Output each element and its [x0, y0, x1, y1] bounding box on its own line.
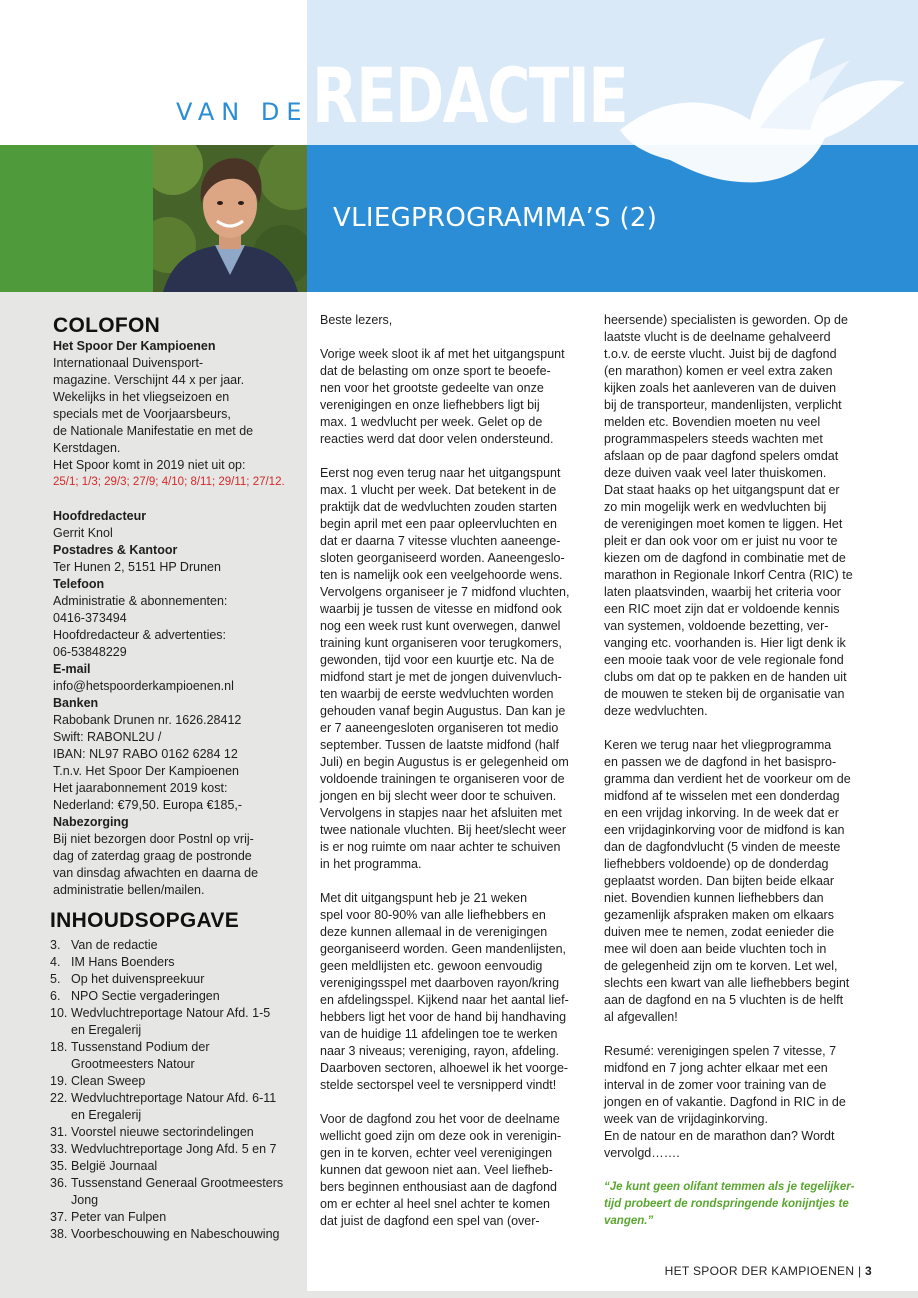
colofon-heading: COLOFON — [53, 314, 161, 337]
paragraph-gap — [320, 448, 592, 465]
article-column-2-text — [604, 312, 884, 1162]
article-text-line: heersende) specialisten is geworden. Op de — [604, 313, 848, 327]
toc-title: en Eregalerij — [71, 1023, 142, 1037]
skip-dates: 25/1; 1/3; 29/3; 27/9; 4/10; 8/11; 29/11; 27/12. — [53, 476, 285, 488]
toc-item — [50, 1226, 303, 1243]
article-text-line: Vervolgens organiseer je 7 midfond vluchten, — [320, 585, 570, 599]
toc-item — [50, 971, 303, 988]
toc-title: Jong — [71, 1193, 99, 1207]
article-text-line: spel voor 80-90% van alle liefhebbers en — [320, 908, 546, 922]
article-text-line: niet. Bovendien kunnen liefhebbers dan — [604, 891, 824, 905]
toc-item — [50, 1056, 303, 1073]
article-text-line: pleit er dan ook voor om er juist nu voor te — [604, 534, 838, 548]
article-text-line: programmaspelers steeds wachten met — [604, 432, 823, 446]
article-text-line: september. Tussen de laatste midfond (half — [320, 738, 560, 752]
toc-item — [50, 1141, 303, 1158]
telefoon-lines — [53, 593, 303, 661]
article-text-line: gehouden vanaf begin Augustus. Dan kan je — [320, 704, 566, 718]
article-text-line: verenigingsspel met daarboven rayon/kring — [320, 976, 560, 990]
article-text-line: max. 1 wedvlucht per week. Gelet op de — [320, 415, 543, 429]
article-text-line: deze kunnen allemaal in de verenigingen — [320, 925, 548, 939]
toc-item — [50, 1090, 303, 1107]
article-text-line: liefhebbers voldoende) op de donderdag — [604, 857, 829, 871]
banken-line: IBAN: NL97 RABO 0162 6284 12 — [53, 747, 238, 761]
article-text-line: gen in te korven, echter veel verenigingen — [320, 1146, 553, 1160]
article-column-2 — [604, 312, 884, 1230]
article-text-line: en een vrijdag inkorving. In de week dat er — [604, 806, 839, 820]
banken-lines — [53, 712, 303, 814]
article-text-line: geen meldlijsten etc. gewoon eenvoudig — [320, 959, 543, 973]
article-text-line: twee nationale vluchten. Bij heet/slecht weer — [320, 823, 566, 837]
colofon-intro-line: Wekelijks in het vliegseizoen en — [53, 390, 230, 404]
telefoon-line: Hoofdredacteur & advertenties: — [53, 628, 227, 642]
article-text-line: Daarboven sectoren, alhoewel ik het voorge- — [320, 1061, 569, 1075]
article-text-line: waarbij je tussen de vitesse en midfond ook — [320, 602, 562, 616]
publisher-name: Het Spoor Der Kampioenen — [53, 339, 216, 353]
article-text-line: clubs om dat op te pakken en de handen uit — [604, 670, 847, 684]
toc-item — [50, 1158, 303, 1175]
article-text-line: Eerst nog even terug naar het uitgangspunt — [320, 466, 561, 480]
article-text-line: gramma dan verdient het de voorkeur om de — [604, 772, 851, 786]
paragraph-gap — [604, 720, 884, 737]
colofon-intro-line: magazine. Verschijnt 44 x per jaar. — [53, 373, 245, 387]
paragraph-gap — [604, 1026, 884, 1043]
toc-page-number: 5. — [50, 972, 61, 986]
toc-title: België Journaal — [71, 1159, 158, 1173]
email-link[interactable]: info@hetspoorderkampioenen.nl — [53, 679, 234, 693]
article-text-line: Vervolgens in stapjes naar het afsluiten met — [320, 806, 562, 820]
nabezorging-line: van dinsdag afwachten en daarna de — [53, 866, 259, 880]
article-text-line: naar 3 niveaus; vereniging, rayon, afdeling. — [320, 1044, 560, 1058]
toc-page-number: 31. — [50, 1125, 68, 1139]
bottom-strip — [0, 1291, 918, 1298]
article-text-line: dat de belasting om onze sport te beoefe- — [320, 364, 551, 378]
hoofdredacteur-label: Hoofdredacteur — [53, 509, 147, 523]
toc-item — [50, 1192, 303, 1209]
article-text-line: praktijk dat de wedvluchten zouden starten — [320, 500, 557, 514]
article-text-line: jongen en bij slecht weer door te schuiven. — [320, 789, 557, 803]
article-text-line: Met dit uitgangspunt heb je 21 weken — [320, 891, 528, 905]
banken-line: Rabobank Drunen nr. 1626.28412 — [53, 713, 242, 727]
toc-item — [50, 954, 303, 971]
toc-page-number — [50, 1192, 71, 1209]
toc-title: en Eregalerij — [71, 1108, 142, 1122]
toc-heading: INHOUDSOPGAVE — [50, 909, 240, 932]
telefoon-line: Administratie & abonnementen: — [53, 594, 228, 608]
dove-illustration — [610, 20, 910, 195]
article-text-line: voldoende trainingen te organiseren voor de — [320, 772, 565, 786]
nabezorging-line: Bij niet bezorgen door Postnl op vrij- — [53, 832, 254, 846]
article-text-line: gezamenlijk afspraken maken om elkaars — [604, 908, 834, 922]
toc-page-number: 37. — [50, 1210, 68, 1224]
nabezorging-line: administratie bellen/mailen. — [53, 883, 205, 897]
postadres-value: Ter Hunen 2, 5151 HP Drunen — [53, 560, 221, 574]
article-text-line: is er nog ruimte om naar achter te schuiven — [320, 840, 561, 854]
article-text-line: kiezen om de dagfond in combinatie met de — [604, 551, 846, 565]
article-text-line: vanging etc. voorhanden is. Hier ligt denk ik — [604, 636, 846, 650]
article-text-line: een RIC moet zijn dat er voldoende kennis — [604, 602, 840, 616]
article-text-line: Beste lezers, — [320, 313, 393, 327]
article-text-line: En de natour en de marathon dan? Wordt — [604, 1129, 835, 1143]
toc-title: Wedvluchtreportage Jong Afd. 5 en 7 — [71, 1142, 277, 1156]
article-text-line: Dat staat haaks op het uitgangspunt dat er — [604, 483, 840, 497]
toc-title: Wedvluchtreportage Natour Afd. 6-11 — [71, 1091, 277, 1105]
article-text-line: zo min mogelijk werk en wedvluchten bij — [604, 500, 827, 514]
article-text-line: t.o.v. de eerste vlucht. Juist bij de dagfond — [604, 347, 837, 361]
toc-item — [50, 1209, 303, 1226]
article-text-line: van de huidige 11 afdelingen toe te werken — [320, 1027, 558, 1041]
spacer — [604, 1162, 884, 1179]
quote-line: “Je kunt geen olifant temmen als je tegelijker- — [604, 1181, 855, 1193]
article-text-line: gewonden, tijd voor een kuurtje etc. Na de — [320, 653, 555, 667]
article-text-line: laatste vlucht is de deelname gehalveerd — [604, 330, 831, 344]
article-text-line: van systemen, voldoende bezetting, ver- — [604, 619, 829, 633]
quote-line: vangen.” — [604, 1215, 654, 1227]
colofon-intro-line: Internationaal Duivensport- — [53, 356, 204, 370]
sidebar — [0, 292, 307, 1298]
table-of-contents — [50, 937, 303, 1243]
article-text-line: laten plaatsvinden, waarbij het criteria voor — [604, 585, 841, 599]
toc-title: Van de redactie — [71, 938, 158, 952]
article-text-line: om er echter al heel snel achter te komen — [320, 1197, 550, 1211]
article-text-line: ten is namelijk ook een veelgehoorde wens. — [320, 568, 563, 582]
article-text-line: stelde sectorspel veel te versnipperd vindt! — [320, 1078, 557, 1092]
toc-page-number: 18. — [50, 1040, 68, 1054]
toc-title: Grootmeesters Natour — [71, 1057, 195, 1071]
spacer — [53, 491, 303, 508]
article-text-line: begin april met een paar opleervluchten en — [320, 517, 557, 531]
paragraph-gap — [320, 1094, 592, 1111]
nabezorging-line: dag of zaterdag graag de postronde — [53, 849, 252, 863]
article-text-line: de verenigingen moet komen te liggen. Het — [604, 517, 843, 531]
toc-page-number: 38. — [50, 1227, 68, 1241]
email-label: E-mail — [53, 662, 91, 676]
article-text-line: al afgevallen! — [604, 1010, 678, 1024]
pull-quote — [604, 1179, 884, 1230]
toc-item — [50, 1022, 303, 1039]
article-text-line: de mouwen te steken bij de organisatie van — [604, 687, 845, 701]
section-title: REDACTIE — [312, 51, 628, 140]
article-text-line: melden etc. Bovendien moeten nu veel — [604, 415, 821, 429]
toc-page-number: 33. — [50, 1142, 68, 1156]
article-text-line: max. 1 vlucht per week. Dat betekent in de — [320, 483, 557, 497]
article-column-1 — [320, 312, 592, 1230]
toc-page-number: 6. — [50, 989, 61, 1003]
article-text-line: afslaan op de paar dagfond spelers omdat — [604, 449, 839, 463]
colofon-intro — [53, 355, 303, 474]
page-number: 3 — [865, 1264, 872, 1278]
article-text-line: de gelegenheid zijn om te korven. Let wel, — [604, 959, 838, 973]
article-text-line: in het programma. — [320, 857, 422, 871]
editor-portrait — [153, 145, 307, 292]
telefoon-label: Telefoon — [53, 577, 105, 591]
article-text-line: bers beginnen enthousiast aan de dagfond — [320, 1180, 557, 1194]
article-text-line: en passen we de dagfond in het basispro- — [604, 755, 837, 769]
article-text-line: midfond en 7 jong achter elkaar met een — [604, 1061, 828, 1075]
banken-line: Het jaarabonnement 2019 kost: — [53, 781, 228, 795]
toc-item — [50, 1175, 303, 1192]
article-text-line: Keren we terug naar het vliegprogramma — [604, 738, 832, 752]
toc-item — [50, 937, 303, 954]
article-text-line: deze wedvluchten. — [604, 704, 708, 718]
article-text-line: midfond start je met de jongen duivenvluch- — [320, 670, 562, 684]
article-text-line: jongen en of vakantie. Dagfond in RIC in de — [604, 1095, 846, 1109]
banken-label: Banken — [53, 696, 99, 710]
colofon-block — [50, 314, 303, 1243]
toc-title: Peter van Fulpen — [71, 1210, 167, 1224]
toc-title: Voorbeschouwing en Nabeschouwing — [71, 1227, 280, 1241]
article-text-line: reacties werd dat door velen ondersteund. — [320, 432, 554, 446]
article-text-line: dat er daarna 7 vitesse vluchten aaneenge- — [320, 534, 561, 548]
article-text-line: midfond af te wisselen met een donderdag — [604, 789, 840, 803]
article-text-line: nog een week rust kunt overwegen, danwel — [320, 619, 561, 633]
article-text-line: dat juist de dagfond een spel van (over- — [320, 1214, 540, 1228]
toc-title: Op het duivenspreekuur — [71, 972, 205, 986]
toc-title: NPO Sectie vergaderingen — [71, 989, 220, 1003]
article-text-line: aan de dagfond en na 5 vluchten is de helft — [604, 993, 844, 1007]
toc-item — [50, 1124, 303, 1141]
article-text-line: week van de vrijdaginkorving. — [604, 1112, 768, 1126]
article-text-line: een vrijdaginkorving voor de midfond is kan — [604, 823, 845, 837]
paragraph-gap — [320, 329, 592, 346]
telefoon-line: 0416-373494 — [53, 611, 127, 625]
telefoon-line: 06-53848229 — [53, 645, 127, 659]
toc-item — [50, 988, 303, 1005]
banken-line: Nederland: €79,50. Europa €185,- — [53, 798, 243, 812]
article-text-line: ten waarbij de eerste wedvluchten worden — [320, 687, 554, 701]
article-title: VLIEGPROGRAMMA’S (2) — [333, 203, 658, 233]
article-text-line: er 7 aaneengesloten organiseren tot medio — [320, 721, 559, 735]
toc-page-number: 10. — [50, 1006, 68, 1020]
article-text-line: mee wil doen aan beide vluchten toch in — [604, 942, 827, 956]
toc-item — [50, 1107, 303, 1124]
toc-title: IM Hans Boenders — [71, 955, 175, 969]
page-footer — [665, 1264, 872, 1278]
header-green-block — [0, 145, 153, 292]
toc-title: Tussenstand Podium der — [71, 1040, 210, 1054]
toc-page-number: 19. — [50, 1074, 68, 1088]
colofon-intro-line: specials met de Voorjaarsbeurs, — [53, 407, 231, 421]
toc-page-number — [50, 1056, 71, 1073]
article-text-line: duiven mee te nemen, zodat eenieder die — [604, 925, 835, 939]
article-text-line: (en marathon) komen er veel extra zaken — [604, 364, 833, 378]
magazine-name: HET SPOOR DER KAMPIOENEN | — [664, 1264, 862, 1278]
article-text-line: Resumé: verenigingen spelen 7 vitesse, 7 — [604, 1044, 837, 1058]
article-text-line: Voor de dagfond zou het voor de deelname — [320, 1112, 560, 1126]
paragraph-gap — [320, 873, 592, 890]
article-text-line: hebbers ligt het voor de hand bij handhaving — [320, 1010, 567, 1024]
hoofdredacteur-name: Gerrit Knol — [53, 526, 113, 540]
article-text-line: vervolgd……. — [604, 1146, 680, 1160]
article-text-line: verenigingen en onze liefhebbers ligt bij — [320, 398, 540, 412]
quote-line: tijd probeert de rondspringende konijntjes te — [604, 1198, 849, 1210]
nabezorging-lines — [53, 831, 303, 899]
toc-item — [50, 1005, 303, 1022]
colofon-intro-line: Kerstdagen. — [53, 441, 121, 455]
banken-line: T.n.v. Het Spoor Der Kampioenen — [53, 764, 239, 778]
article-text-line: geplaatst worden. Dan bijten beide elkaar — [604, 874, 835, 888]
toc-page-number: 22. — [50, 1091, 68, 1105]
postadres-label: Postadres & Kantoor — [53, 543, 178, 557]
toc-page-number: 4. — [50, 955, 61, 969]
toc-page-number: 35. — [50, 1159, 68, 1173]
banken-line: Swift: RABONL2U / — [53, 730, 162, 744]
colofon-intro-line: de Nationale Manifestatie en met de — [53, 424, 254, 438]
article-text-line: sloten georganiseerd worden. Aaneengeslo- — [320, 551, 565, 565]
article-text-line: deze duiven vaak veel later thuiskomen. — [604, 466, 827, 480]
toc-item — [50, 1039, 303, 1056]
article-text-line: Vorige week sloot ik af met het uitgangspunt — [320, 347, 565, 361]
article-text-line: kunnen dat gewoon niet aan. Veel liefheb- — [320, 1163, 553, 1177]
toc-title: Clean Sweep — [71, 1074, 146, 1088]
article-text-line: dan de dagfondvlucht (5 vinden de meeste — [604, 840, 841, 854]
nabezorging-label: Nabezorging — [53, 815, 129, 829]
article-text-line: nen voor het grootste gedeelte van onze — [320, 381, 544, 395]
article-text-line: marathon in Regionale Inkorf Centra (RIC) te — [604, 568, 853, 582]
toc-page-number: 3. — [50, 938, 61, 952]
article-text-line: bij de transporteur, mandenlijsten, verplicht — [604, 398, 842, 412]
article-text-line: Juli) en begin Augustus is er gelegenheid om — [320, 755, 569, 769]
article-text-line: slechts een kwart van alle liefhebbers begint — [604, 976, 850, 990]
article-text-line: interval in de zomer voor training van de — [604, 1078, 827, 1092]
article-text-line: wellicht goed zijn om deze ook in verenigin- — [320, 1129, 562, 1143]
article-text-line: kijken zoals het aanleveren van de duiven — [604, 381, 837, 395]
toc-page-number — [50, 1022, 71, 1039]
toc-title: Tussenstand Generaal Grootmeesters — [71, 1176, 284, 1190]
colofon-intro-line: Het Spoor komt in 2019 niet uit op: — [53, 458, 246, 472]
article-text-line: en afdelingsspel. Kijkend naar het aantal lief- — [320, 993, 569, 1007]
toc-page-number: 36. — [50, 1176, 68, 1190]
toc-title: Wedvluchtreportage Natour Afd. 1-5 — [71, 1006, 271, 1020]
article-text-line: een mooie taak voor de vele regionale fond — [604, 653, 844, 667]
article-text-line: training kunt organiseren voor terugkomers, — [320, 636, 562, 650]
article-text-line: georganiseerd worden. Geen mandenlijsten, — [320, 942, 566, 956]
toc-item — [50, 1073, 303, 1090]
section-kicker: VAN DE — [176, 98, 309, 126]
toc-page-number — [50, 1107, 71, 1124]
toc-title: Voorstel nieuwe sectorindelingen — [71, 1125, 254, 1139]
